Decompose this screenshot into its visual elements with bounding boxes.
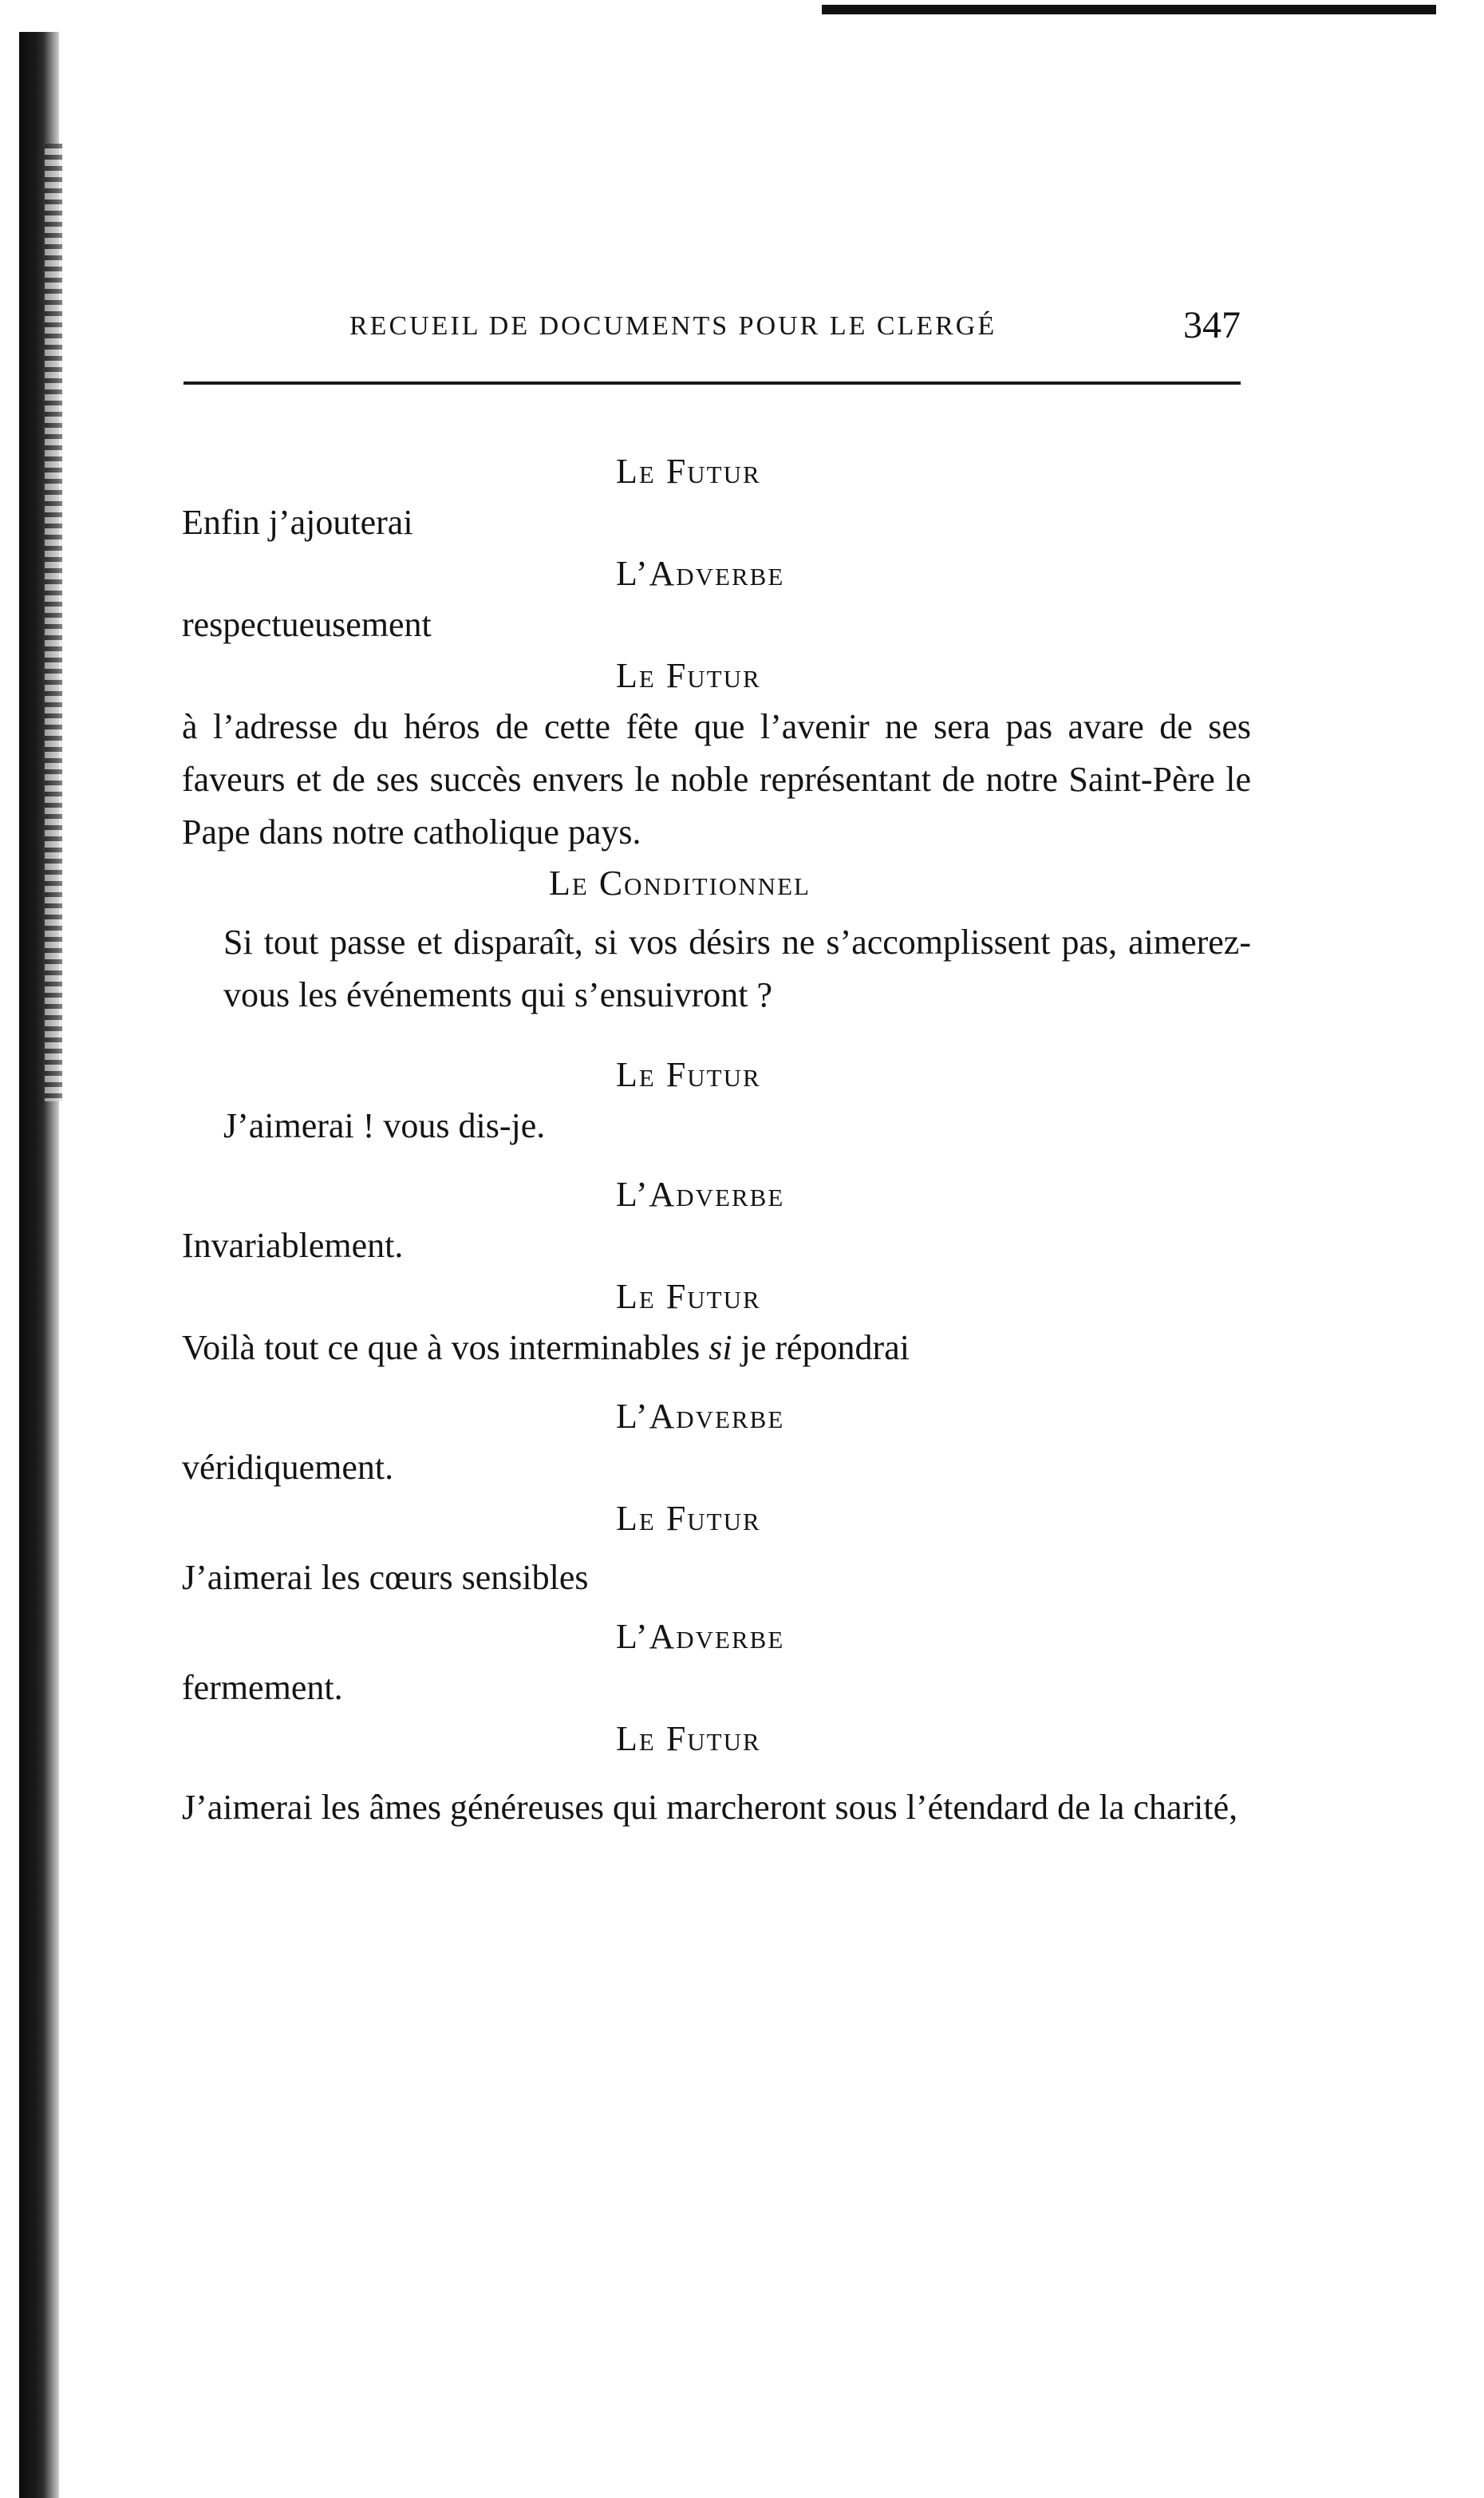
- dialogue-line: véridiquement.: [182, 1448, 394, 1487]
- dialogue-line: [182, 1322, 1251, 1374]
- line-text: je répondrai: [732, 1328, 910, 1367]
- dialogue-paragraph: J’aimerai les âmes généreuses qui marcheront sous l’étendard de la charité,: [182, 1788, 1238, 1827]
- speaker-label: Le Futur: [616, 656, 761, 695]
- dialogue-paragraph: à l’adresse du héros de cette fête que l’avenir ne sera pas avare de ses faveurs et de ses succès envers le noble représentant de notre Saint-Père le Pape dans notre catholique pays.: [182, 707, 1251, 852]
- dialogue-line: J’aimerai les cœurs sensibles: [182, 1558, 589, 1597]
- page-number: 347: [1183, 304, 1241, 346]
- speaker-label: L’Adverbe: [616, 1617, 785, 1656]
- dialogue-line: J’aimerai ! vous dis-je.: [223, 1106, 546, 1145]
- page-body: [182, 447, 1251, 1834]
- running-title: RECUEIL DE DOCUMENTS POUR LE CLERGÉ: [349, 311, 997, 341]
- dialogue-line: respectueusement: [182, 605, 432, 644]
- page-binding-texture: [45, 144, 62, 1101]
- speaker-label: Le Conditionnel: [549, 864, 811, 903]
- speaker-label: Le Futur: [616, 1277, 761, 1316]
- speaker-label: L’Adverbe: [616, 1397, 785, 1436]
- dialogue-line: fermement.: [182, 1668, 343, 1707]
- header-rule: [184, 381, 1241, 385]
- dialogue-paragraph: Si tout passe et disparaît, si vos désirs ne s’accomplissent pas, aimerez-vous les événements qui s’ensuivront ?: [223, 923, 1251, 1014]
- dialogue-line: Invariablement.: [182, 1226, 404, 1265]
- speaker-label: Le Futur: [616, 1055, 761, 1094]
- dialogue-line: Enfin j’ajouterai: [182, 503, 413, 542]
- speaker-label: Le Futur: [616, 1719, 761, 1758]
- speaker-label: L’Adverbe: [616, 554, 785, 593]
- italic-word: si: [708, 1328, 732, 1367]
- line-text: Voilà tout ce que à vos interminables: [182, 1328, 709, 1367]
- top-rule: [822, 5, 1436, 14]
- running-head: [184, 303, 1241, 351]
- speaker-label: Le Futur: [616, 452, 761, 491]
- speaker-label: Le Futur: [616, 1499, 761, 1538]
- speaker-label: L’Adverbe: [616, 1175, 785, 1214]
